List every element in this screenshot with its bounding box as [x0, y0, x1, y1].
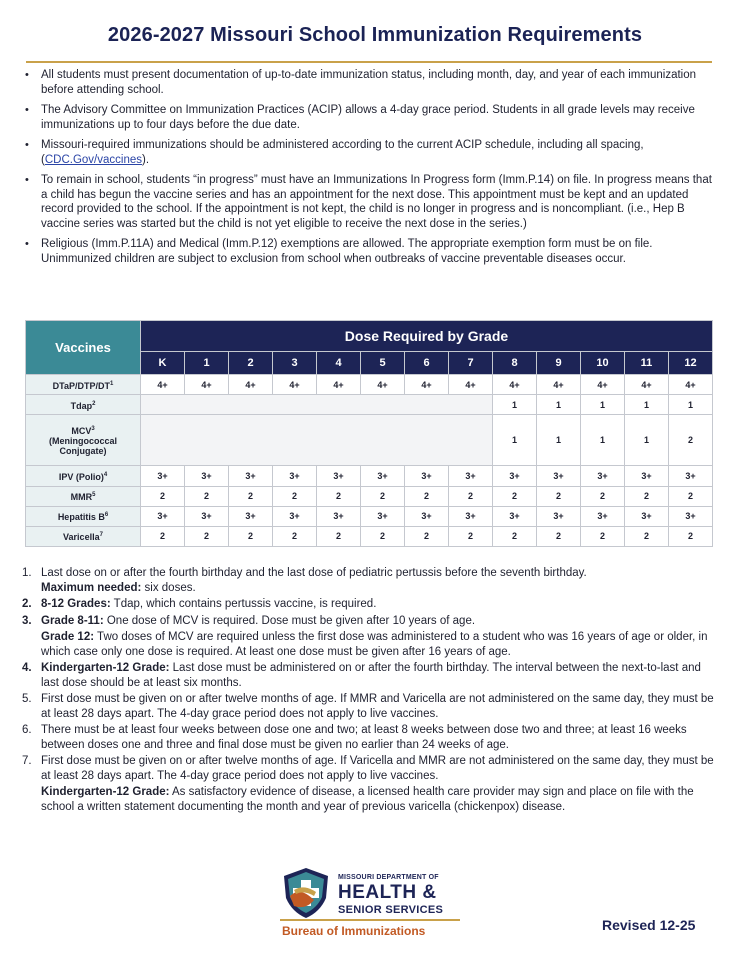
bullet-dot: •	[25, 174, 29, 186]
dose-cell: 4+	[493, 375, 537, 395]
dose-cell: 2	[449, 486, 493, 506]
dose-cell: 3+	[405, 466, 449, 486]
footnote-4: 4. Kindergarten-12 Grade: Last dose must be administered on or after the fourth birthday. The interval between the next-to-last and last dose should be at least six months.	[22, 662, 701, 689]
vaccine-name: Hepatitis $B^6$	[26, 506, 141, 526]
dose-cell: 3+	[669, 506, 713, 526]
logo-bureau-text: Bureau of Immunizations	[282, 924, 426, 938]
dose-cell: 2	[625, 526, 669, 546]
dose-cell: 2	[141, 486, 185, 506]
dose-cell: 2	[141, 526, 185, 546]
dose-cell: 4+	[537, 375, 581, 395]
grade-header: 3	[273, 352, 317, 375]
dose-cell: 4+	[317, 375, 361, 395]
grade-header: 11	[625, 352, 669, 375]
dose-cell: 2	[361, 526, 405, 546]
vaccine-row	[26, 395, 713, 415]
footnote-3-grade-12: Grade 12: Two doses of MCV are required unless the first dose was administered to a student who was 16 years of age or older, in which case only one dose is required. At least one dose must be given after 16 years of age.	[41, 631, 708, 658]
cdc-vaccines-link[interactable]: CDC.Gov/vaccines	[44, 153, 142, 166]
bullet-dot: •	[25, 69, 29, 81]
dose-cell: 3+	[317, 506, 361, 526]
dose-cell: 3+	[185, 506, 229, 526]
dose-cell: 3+	[449, 466, 493, 486]
logo-senior-text: SENIOR SERVICES	[338, 904, 444, 916]
vaccine-name: MMR$^5$	[26, 486, 141, 506]
footnote-2: 2. 8-12 Grades: Tdap, which contains pertussis vaccine, is required.	[22, 598, 377, 610]
dose-cell: 3+	[185, 466, 229, 486]
dose-cell: 2	[537, 526, 581, 546]
dose-cell: 4+	[669, 375, 713, 395]
dose-cell: 2	[537, 486, 581, 506]
bullet-dot: •	[25, 139, 29, 151]
vaccine-name: IPV (Polio)$^4$	[26, 466, 141, 486]
vaccine-row	[26, 415, 713, 466]
dose-cell: 3+	[537, 506, 581, 526]
footnotes	[20, 566, 715, 816]
dose-cell: 2	[405, 486, 449, 506]
dose-cell: 2	[581, 486, 625, 506]
dose-cell: 4+	[141, 375, 185, 395]
dose-cell: 1	[493, 395, 537, 415]
dose-cell: 3+	[581, 506, 625, 526]
dose-cell: 3+	[669, 466, 713, 486]
grade-header: 6	[405, 352, 449, 375]
bullet-item: • Religious (Imm.P.11A) and Medical (Imm.P.12) exemptions are allowed. The appropriate exemption form must be on file. Unimmunized children are subject to exclusion from school when outbreaks of vaccine preventable diseases occur.	[25, 238, 653, 265]
dose-cell: 2	[273, 486, 317, 506]
dose-cell: 3+	[625, 466, 669, 486]
vaccine-row	[26, 375, 713, 395]
footnote-3: 3. Grade 8-11: One dose of MCV is required. Dose must be given after 10 years of age.	[22, 614, 476, 627]
dose-cell: 2	[185, 486, 229, 506]
dose-cell: 1	[625, 415, 669, 466]
dose-cell: 3+	[449, 506, 493, 526]
grade-header: 10	[581, 352, 625, 375]
dose-header: Dose Required by Grade	[141, 321, 713, 352]
dose-cell: 2	[581, 526, 625, 546]
dose-cell: 2	[669, 415, 713, 466]
dose-cell: 1	[669, 395, 713, 415]
bullet-item: • To remain in school, students “in progress” must have an Immunizations In Progress form (Imm.P.14) on file. In progress means that a child has begun the vaccine series and has an appointment for the next dose. This appointment must be kept and an updated record provided to the school. If the appointment is not kept, the child is no longer in progress and is noncompliant. (i.e., Hep B vaccine series was started but the child is not yet eligible to receive the next dose in the series.)	[25, 174, 712, 230]
footnote-7-kindergarten: Kindergarten-12 Grade: As satisfactory evidence of disease, a licensed health care provider may sign and place on file with the school a written statement documenting the month and year of previous varicella (chickenpox) disease.	[41, 786, 694, 813]
not-required-cell	[141, 415, 493, 466]
dose-cell: 4+	[229, 375, 273, 395]
page-title: 2026-2027 Missouri School Immunization Requirements	[107, 24, 643, 46]
dose-cell: 4+	[273, 375, 317, 395]
dose-cell: 3+	[361, 466, 405, 486]
dose-cell: 3+	[405, 506, 449, 526]
footnote-1: 1. Last dose on or after the fourth birthday and the last dose of pediatric pertussis before the seventh birthday. Maximum needed: six doses.	[22, 567, 587, 594]
logo-divider	[280, 919, 460, 921]
vaccine-table	[25, 320, 713, 547]
bullet-dot: •	[25, 238, 29, 250]
dose-cell: 1	[537, 395, 581, 415]
dose-cell: 4+	[185, 375, 229, 395]
vaccine-row	[26, 486, 713, 506]
grade-header: 4	[317, 352, 361, 375]
vaccines-header: Vaccines	[26, 321, 141, 375]
dose-cell: 4+	[625, 375, 669, 395]
grade-header: 7	[449, 352, 493, 375]
grade-header: 2	[229, 352, 273, 375]
dose-cell: 3+	[273, 506, 317, 526]
grade-header: K	[141, 352, 185, 375]
grade-header: 1	[185, 352, 229, 375]
vaccine-name: Tdap$^2$	[26, 395, 141, 415]
bullet-item: • All students must present documentation of up-to-date immunization status, including month, day, and year of each immunization before attending school.	[25, 69, 697, 96]
dose-cell: 3+	[141, 466, 185, 486]
vaccine-name: DTaP/$DTP/DT^1$	[26, 375, 141, 395]
grade-header: 9	[537, 352, 581, 375]
logo-health-text: HEALTH &	[338, 882, 437, 903]
vaccine-name: MCV$^3$ (Meningococcal Conjugate)	[26, 415, 141, 466]
dose-cell: 4+	[361, 375, 405, 395]
dose-cell: 2	[273, 526, 317, 546]
dose-cell: 4+	[581, 375, 625, 395]
dose-cell: 2	[669, 486, 713, 506]
dose-cell: 1	[493, 415, 537, 466]
dose-cell: 1	[581, 395, 625, 415]
dose-cell: 2	[185, 526, 229, 546]
dose-cell: 3+	[581, 466, 625, 486]
footnote-5: 5. First dose must be given on or after twelve months of age. If MMR and Varicella are not administered on the same day, they must be at least 28 days apart. The 4-day grace period does not apply to live vaccines.	[22, 693, 714, 720]
dose-cell: 3+	[141, 506, 185, 526]
not-required-cell	[141, 395, 493, 415]
grade-header: 5	[361, 352, 405, 375]
footnote-7: 7. First dose must be given on or after twelve months of age. If Varicella and MMR are not administered on the same day, they must be at least 28 days apart. The 4-day grace period does not apply to live vaccines.	[22, 755, 714, 782]
vaccine-name: Varicella$^7$	[26, 526, 141, 546]
dose-cell: 4+	[449, 375, 493, 395]
dose-cell: 2	[625, 486, 669, 506]
dose-cell: 2	[317, 486, 361, 506]
bullet-item: • Missouri-required immunizations should be administered according to the current ACIP schedule, including all spacing, (CDC.Gov/vaccines).	[25, 139, 644, 166]
dose-cell: 4+	[405, 375, 449, 395]
dose-cell: 1	[625, 395, 669, 415]
dose-cell: 2	[449, 526, 493, 546]
dose-cell: 2	[317, 526, 361, 546]
grade-header: 12	[669, 352, 713, 375]
bullet-dot: •	[25, 104, 29, 116]
dose-cell: 2	[493, 526, 537, 546]
dose-cell: 2	[669, 526, 713, 546]
footnote-6: 6. There must be at least four weeks between dose one and two; at least 8 weeks between dose two and three; at least 16 weeks between doses one and three and final dose must be given no earlier than 24 weeks of age.	[22, 724, 687, 751]
dose-cell: 3+	[537, 466, 581, 486]
dose-cell: 3+	[317, 466, 361, 486]
title-divider	[26, 61, 712, 63]
dose-cell: 1	[581, 415, 625, 466]
revision-date: Revised 12-25	[602, 917, 696, 933]
dose-cell: 2	[229, 526, 273, 546]
dhss-logo	[280, 864, 465, 944]
dose-cell: 2	[229, 486, 273, 506]
logo-department-text: MISSOURI DEPARTMENT OF	[338, 874, 439, 881]
vaccine-table-body	[26, 375, 713, 547]
vaccine-row	[26, 506, 713, 526]
dose-cell: 2	[493, 486, 537, 506]
grade-header: 8	[493, 352, 537, 375]
shield-icon	[280, 866, 332, 920]
dose-cell: 2	[405, 526, 449, 546]
requirements-list	[20, 68, 715, 272]
vaccine-row	[26, 466, 713, 486]
dose-cell: 3+	[229, 506, 273, 526]
dose-cell: 3+	[229, 466, 273, 486]
dose-cell: 3+	[361, 506, 405, 526]
dose-cell: 3+	[273, 466, 317, 486]
dose-cell: 3+	[493, 466, 537, 486]
vaccine-row	[26, 526, 713, 546]
dose-cell: 2	[361, 486, 405, 506]
dose-cell: 1	[537, 415, 581, 466]
dose-cell: 3+	[625, 506, 669, 526]
dose-cell: 3+	[493, 506, 537, 526]
bullet-item: • The Advisory Committee on Immunization Practices (ACIP) allows a 4-day grace period. Students in all grade levels may receive immunizations up to four days before the due date.	[25, 104, 695, 131]
